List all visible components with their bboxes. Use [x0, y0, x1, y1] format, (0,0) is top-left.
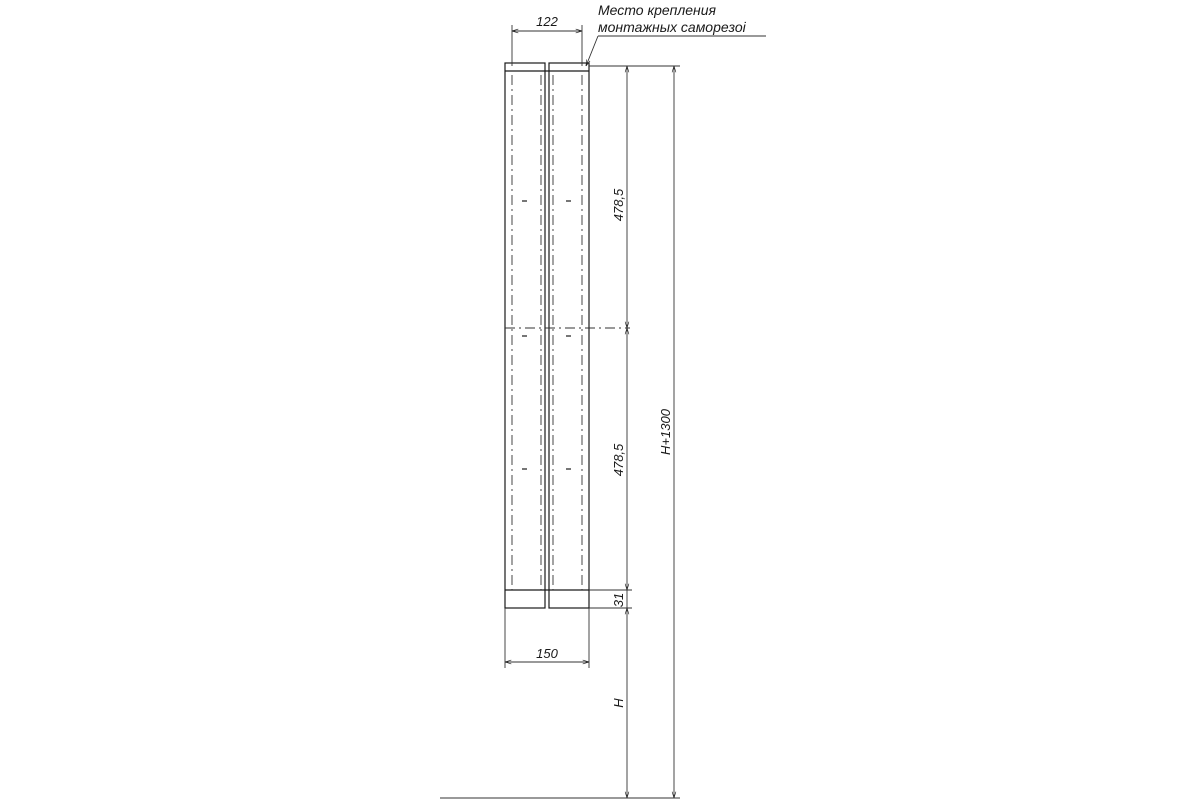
dimension-top-width — [512, 14, 582, 66]
note-line-2: монтажных саморезоі — [598, 19, 746, 35]
hidden-lines — [505, 75, 630, 590]
dimension-label-lower: 478,5 — [611, 443, 626, 477]
dimension-label-base: 31 — [611, 592, 626, 608]
dimension-label-top-width: 122 — [536, 14, 558, 29]
dimension-label-upper: 478,5 — [611, 188, 626, 222]
mounting-note — [586, 2, 766, 66]
fixing-marks — [522, 201, 571, 469]
dimension-right-chain — [440, 66, 680, 798]
dimension-label-bottom-width: 150 — [536, 646, 558, 661]
note-line-1: Место крепления — [598, 2, 717, 18]
dimension-bottom-width — [505, 608, 589, 668]
note-leader — [586, 36, 598, 66]
dimension-label-total: H+1300 — [658, 409, 673, 455]
cabinet-outline — [505, 63, 589, 608]
dimension-label-floor: H — [611, 698, 626, 708]
